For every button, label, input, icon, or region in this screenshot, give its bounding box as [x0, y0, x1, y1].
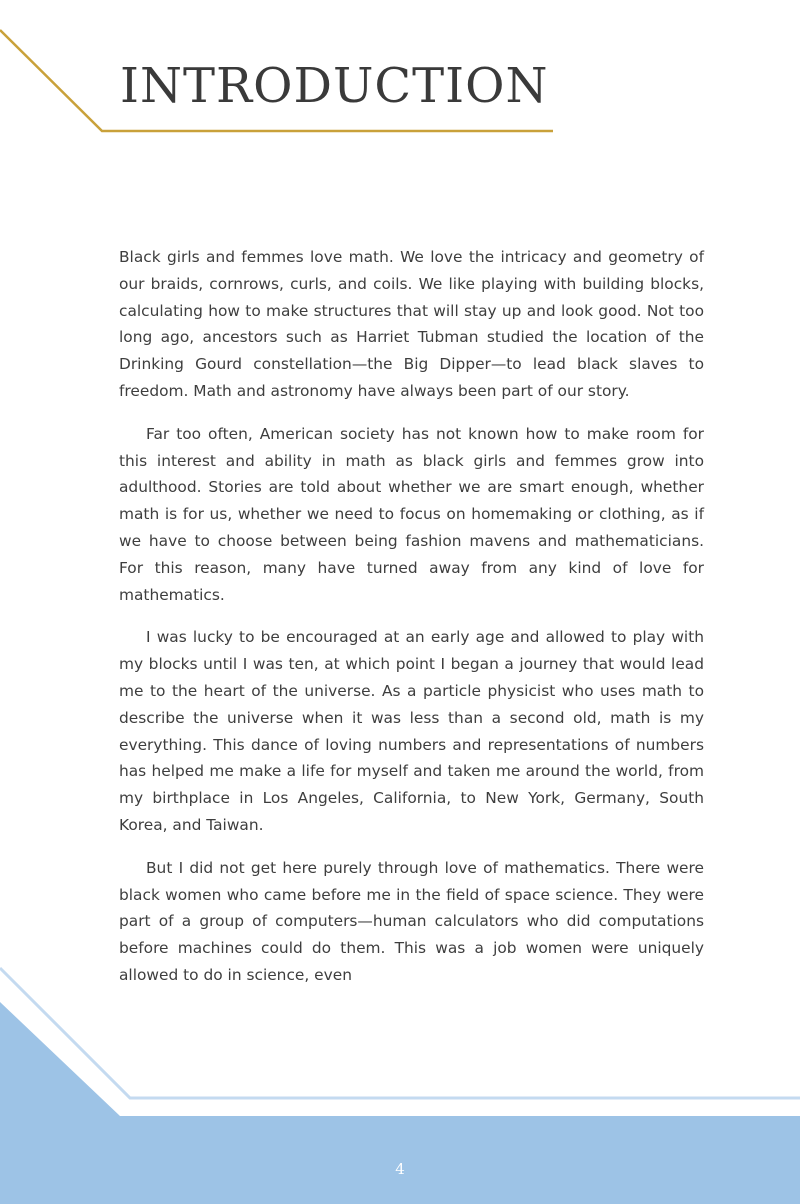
- paragraph: Black girls and femmes love math. We love the intricacy and geometry of our braids, cornrows, curls, and coils. We like playing with building blocks, calculating how to make structures that will stay up and look good. Not too long ago, ancestors such as Harriet Tubman studied the location of the Drinking Gourd constellation—the Big Dipper—to lead black slaves to freedom. Math and astronomy have always been part of our story.: [119, 248, 704, 400]
- body-text: [119, 244, 704, 1005]
- page-number: 4: [395, 1160, 405, 1178]
- paragraph: I was lucky to be encouraged at an early age and allowed to play with my blocks until I was ten, at which point I began a journey that would lead me to the heart of the universe. As a particle physicist who uses math to describe the universe when it was less than a second old, math is my everything. This dance of loving numbers and representations of numbers has helped me make a life for myself and taken me around the world, from my birthplace in Los Angeles, California, to New York, Germany, South Korea, and Taiwan.: [119, 628, 704, 834]
- paragraph: But I did not get here purely through love of mathematics. There were black women who came before me in the field of space science. They were part of a group of computers—human calculators who did computations before machines could do them. This was a job women were uniquely allowed to do in science, even: [119, 858, 704, 984]
- page-title: INTRODUCTION: [120, 58, 549, 114]
- paragraph: Far too often, American society has not known how to make room for this interest and ability in math as black girls and femmes grow into adulthood. Stories are told about whether we are smart enough, whether math is for us, whether we need to focus on homemaking or clothing, as if we have to choose between being fashion mavens and mathematicians. For this reason, many have turned away from any kind of love for mathematics.: [119, 424, 704, 604]
